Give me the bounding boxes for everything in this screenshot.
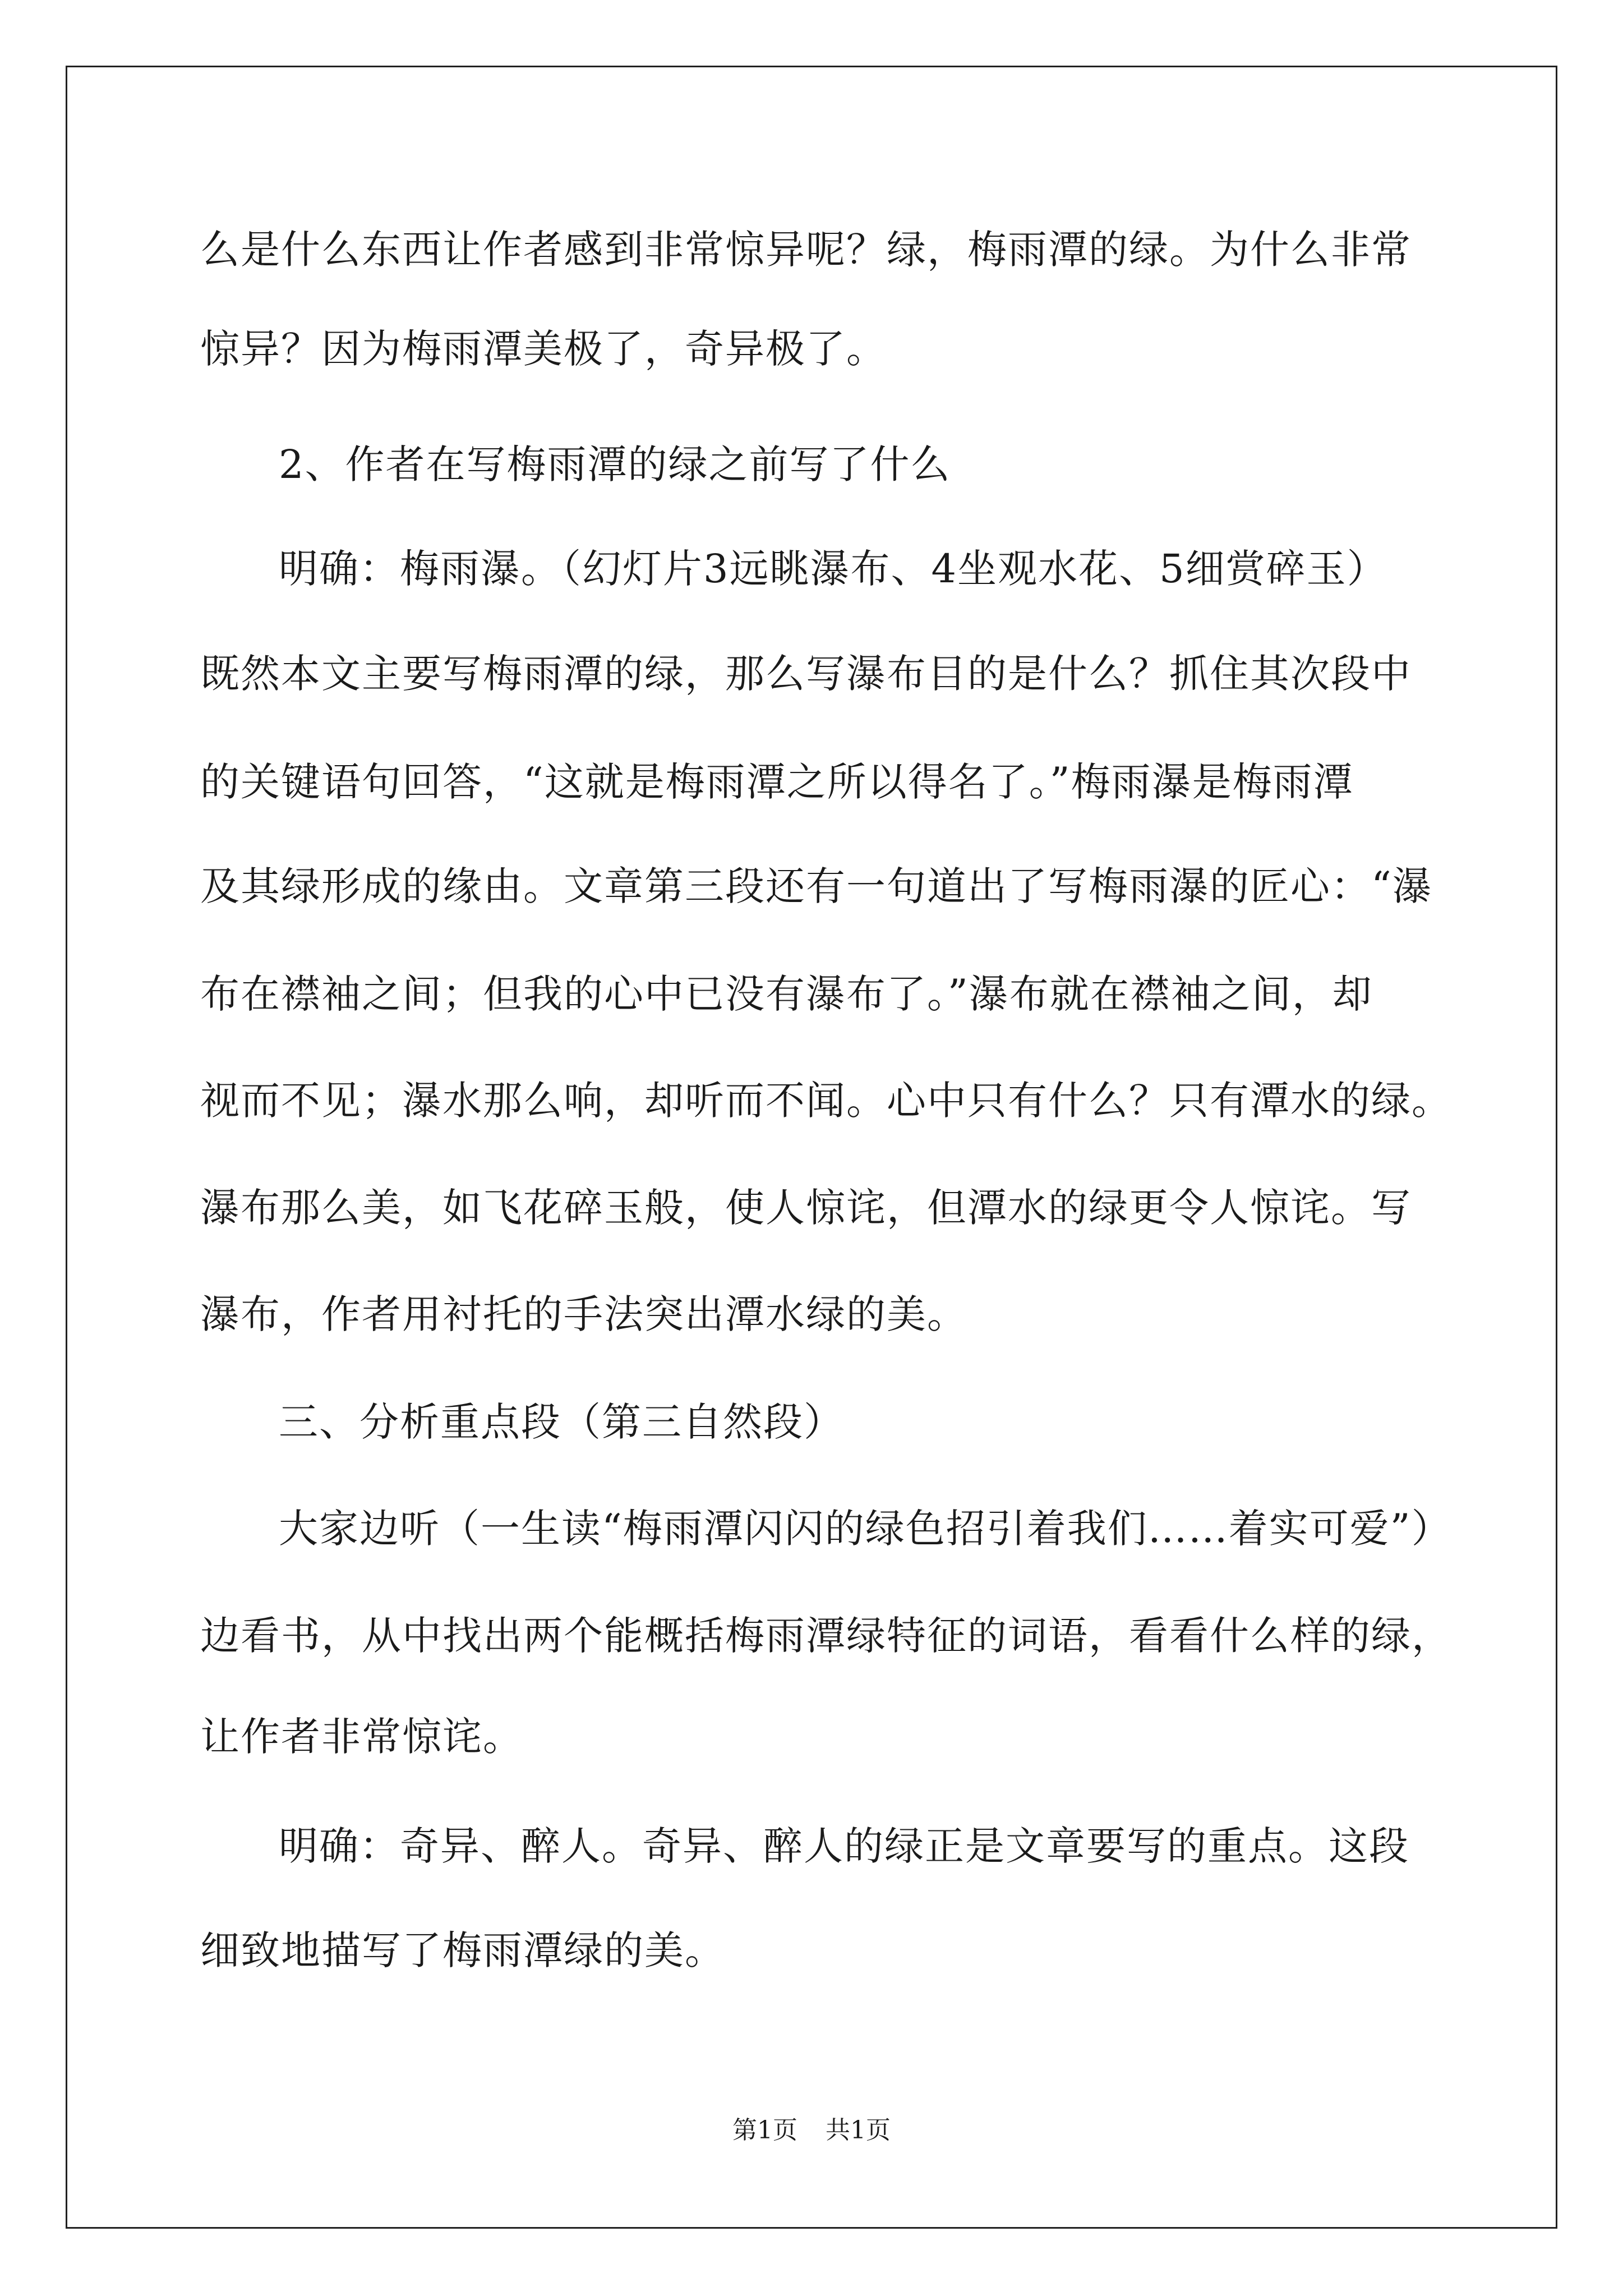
text-line: 布在襟袖之间；但我的心中已没有瀑布了。”瀑布就在襟袖之间，却: [200, 971, 1373, 1017]
text-line: 瀑布那么美，如飞花碎玉般，使人惊诧，但潭水的绿更令人惊诧。写: [200, 1185, 1412, 1231]
text-line: 明确：梅雨瀑。（幻灯片3远眺瀑布、4坐观水花、5细赏碎玉）: [279, 546, 1387, 592]
text-line: 视而不见；瀑水那么响，却听而不闻。心中只有什么？只有潭水的绿。: [200, 1078, 1452, 1124]
text-line: 的关键语句回答，“这就是梅雨潭之所以得名了。”梅雨瀑是梅雨潭: [200, 759, 1354, 805]
page-footer: [0, 2114, 1623, 2147]
text-line: 三、分析重点段（第三自然段）: [279, 1399, 844, 1445]
text-line: 瀑布，作者用衬托的手法突出潭水绿的美。: [200, 1291, 967, 1337]
text-line: 大家边听（一生读“梅雨潭闪闪的绿色招引着我们……着实可爱”）: [279, 1506, 1452, 1552]
page-border: [66, 66, 1557, 2229]
text-line: 明确：奇异、醉人。奇异、醉人的绿正是文章要写的重点。这段: [279, 1823, 1409, 1869]
text-line: 么是什么东西让作者感到非常惊异呢？绿，梅雨潭的绿。为什么非常: [200, 227, 1412, 273]
text-line: 细致地描写了梅雨潭绿的美。: [200, 1927, 725, 1973]
text-line: 既然本文主要写梅雨潭的绿，那么写瀑布目的是什么？抓住其次段中: [200, 651, 1412, 697]
text-line: 惊异？因为梅雨潭美极了，奇异极了。: [200, 326, 887, 372]
page-total: 共1页: [826, 2116, 891, 2145]
text-line: 边看书，从中找出两个能概括梅雨潭绿特征的词语，看看什么样的绿，: [200, 1613, 1452, 1659]
text-line: 2、作者在写梅雨潭的绿之前写了什么: [279, 441, 951, 487]
text-line: 及其绿形成的缘由。文章第三段还有一句道出了写梅雨瀑的匠心：“瀑: [200, 863, 1433, 909]
page-number: 第1页: [732, 2116, 797, 2145]
text-line: 让作者非常惊诧。: [200, 1714, 523, 1760]
